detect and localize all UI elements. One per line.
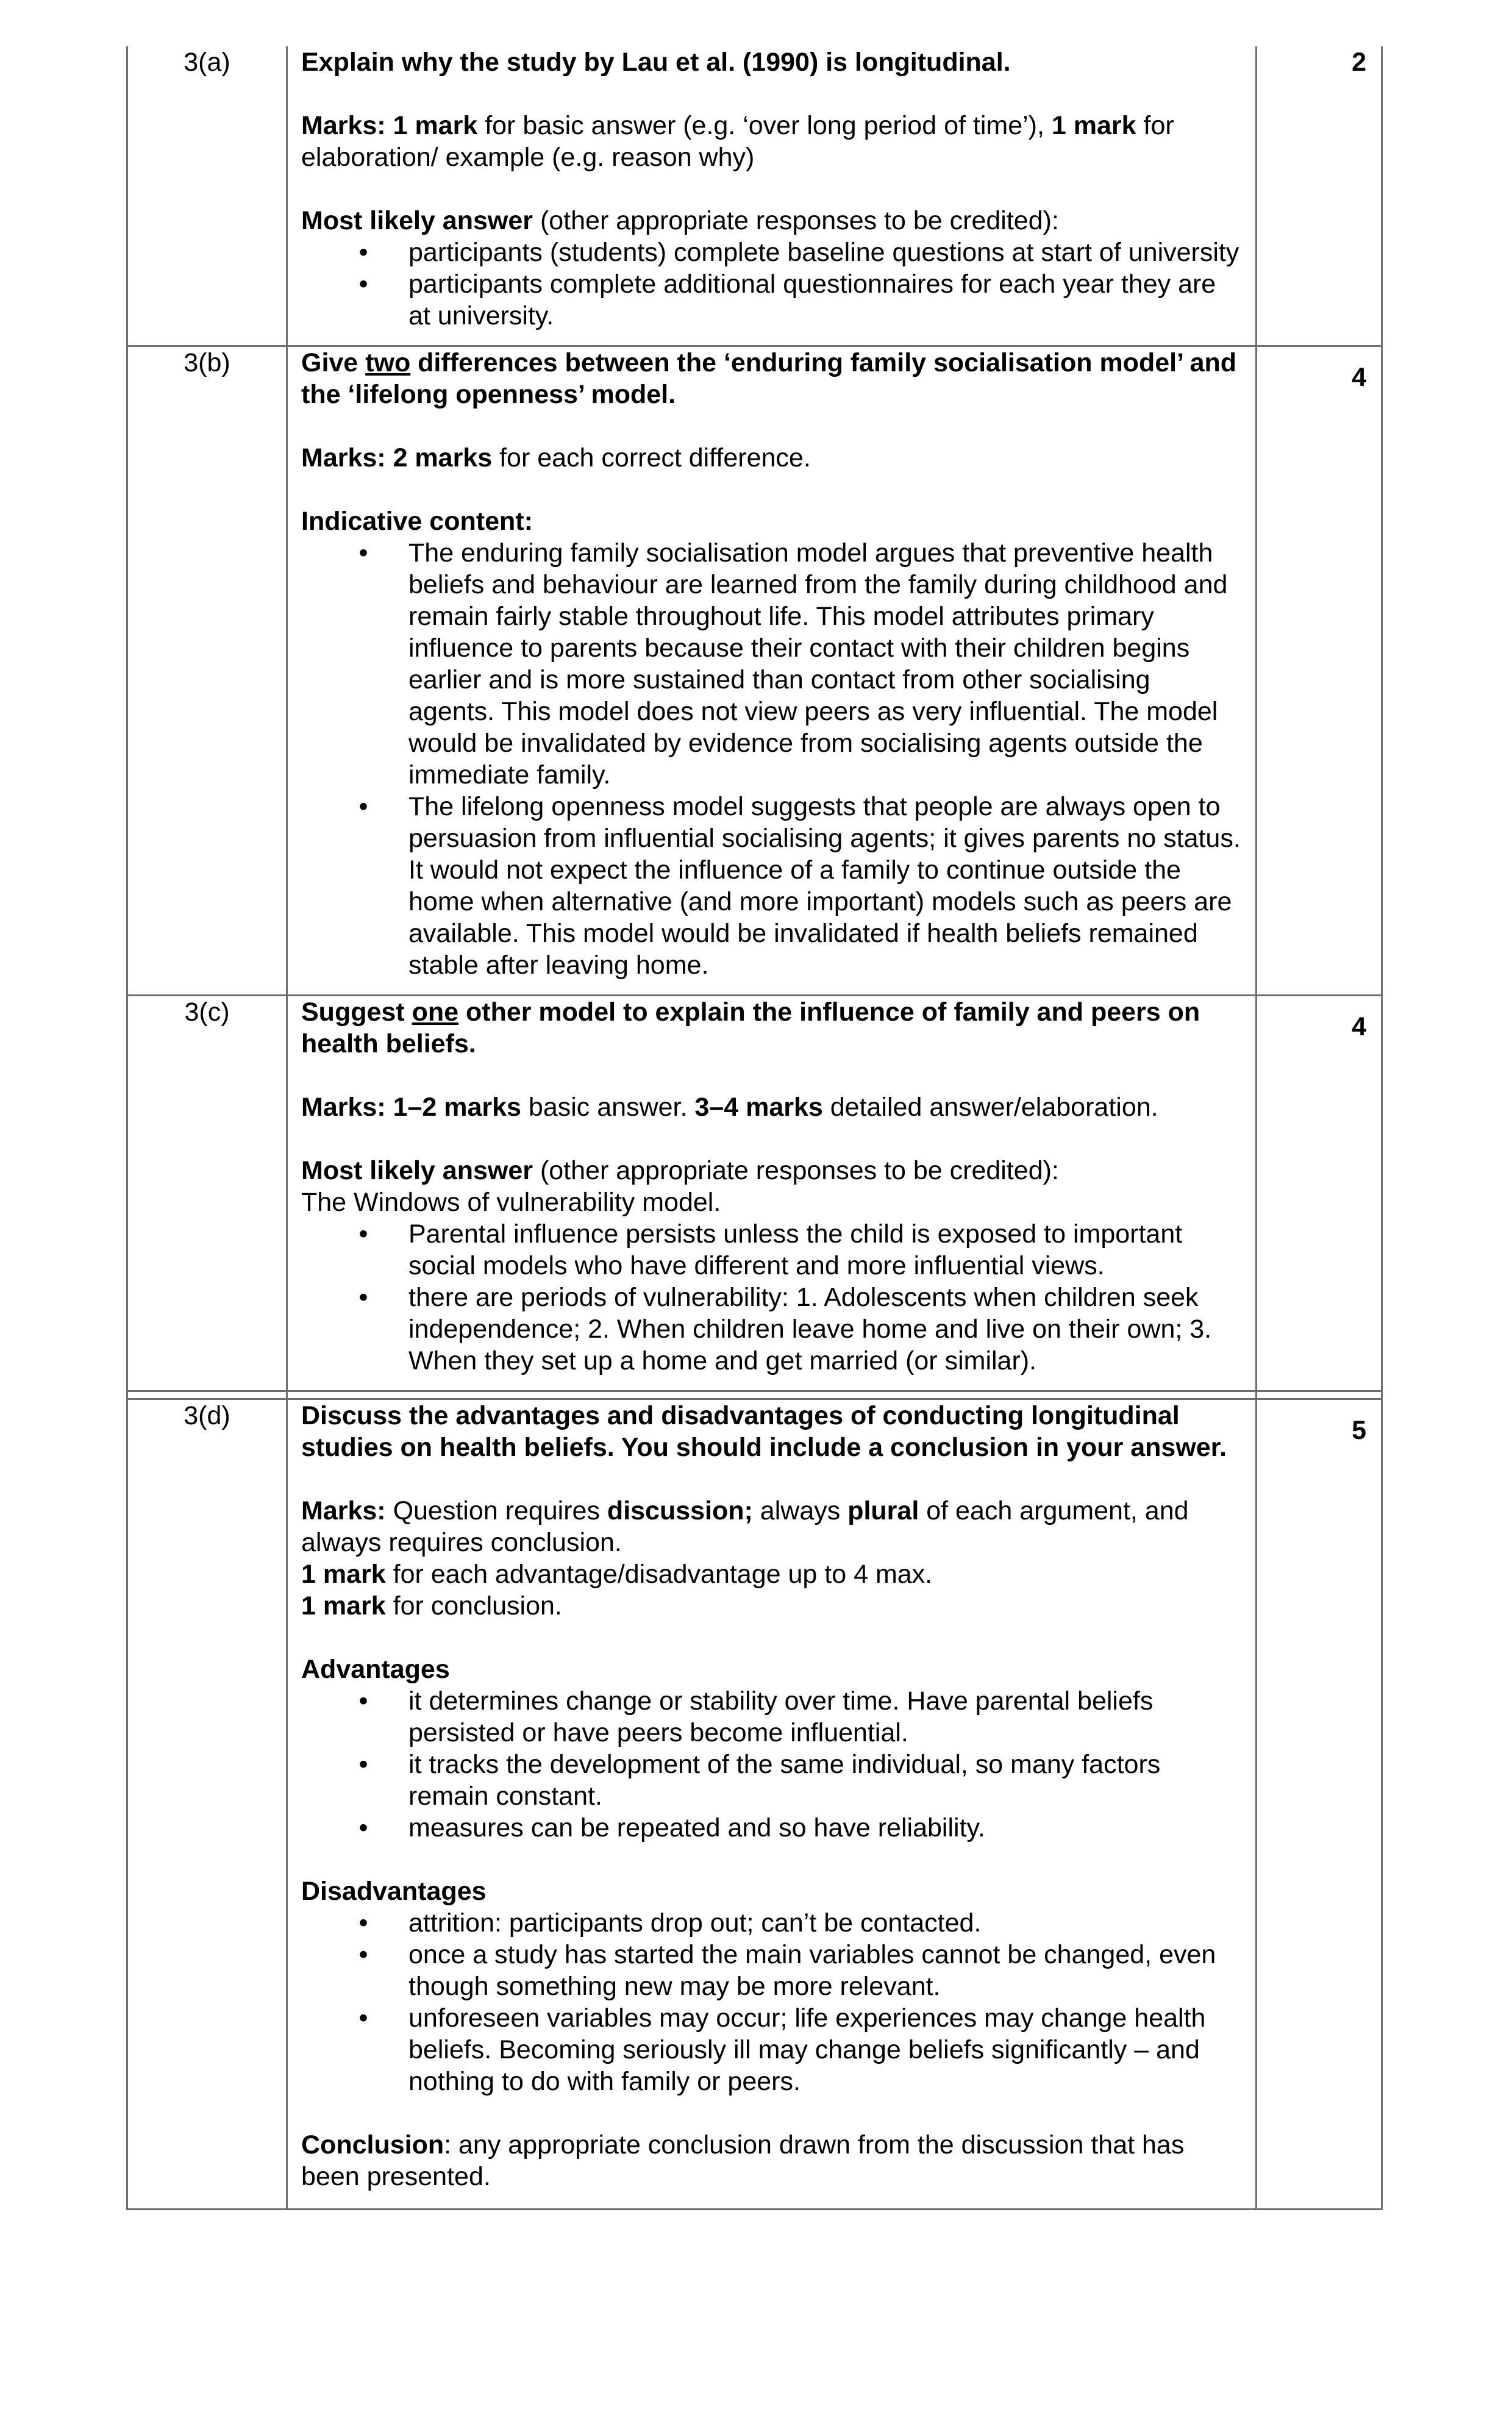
advantages-list	[301, 1685, 1242, 1844]
table-row	[127, 1399, 1382, 2210]
marks-cell	[1257, 1399, 1382, 2210]
answer-cell	[287, 1399, 1257, 2210]
table-row	[127, 996, 1382, 1391]
answer-cell	[287, 46, 1257, 346]
question-number: 3(c)	[184, 997, 230, 1027]
bullet-list	[301, 237, 1242, 332]
bullet-list	[301, 1218, 1242, 1377]
list-item: • it determines change or stability over time. Have parental beliefs persisted or have peers become influential.	[301, 1685, 1242, 1749]
list-item: • there are periods of vulnerability: 1. Adolescents when children seek independence; 2. When children leave home and live on their own; 3. When they set up a home and get married (or similar).	[301, 1282, 1242, 1377]
bullet-icon: •	[358, 2003, 368, 2033]
list-item: • participants (students) complete baseline questions at start of university	[301, 237, 1242, 268]
question-text: Suggest one other model to explain the influence of family and peers on health beliefs.	[301, 997, 1200, 1058]
question-number-cell	[127, 996, 287, 1391]
conclusion: Conclusion: any appropriate conclusion drawn from the discussion that has been presented.	[301, 2130, 1185, 2191]
marks-guidance: Marks: Question requires discussion; always plural of each argument, and always requires conclusion.	[301, 1496, 1189, 1557]
advantages-heading: Advantages	[301, 1655, 450, 1684]
bullet-icon: •	[358, 1219, 368, 1249]
table-row	[127, 346, 1382, 996]
question-text: Give two differences between the ‘enduring family socialisation model’ and the ‘lifelong openness’ model.	[301, 348, 1237, 409]
mark-rule: 1 mark for each advantage/disadvantage up to 4 max.	[301, 1560, 933, 1589]
bullet-icon: •	[358, 1750, 368, 1779]
bullet-icon: •	[358, 1686, 368, 1716]
model-name: The Windows of vulnerability model.	[301, 1188, 721, 1217]
list-item: • measures can be repeated and so have reliability.	[301, 1812, 1242, 1844]
list-item: • it tracks the development of the same individual, so many factors remain constant.	[301, 1749, 1242, 1812]
answer-heading: Indicative content:	[301, 507, 533, 536]
list-item: • The lifelong openness model suggests that people are always open to persuasion from influential socialising agents; it gives parents no status. It would not expect the influence of a family to continue outside the home when alternative (and more important) models such as peers are available. This model would be invalidated if health beliefs remained stable after leaving home.	[301, 791, 1242, 981]
question-number: 3(b)	[184, 348, 230, 377]
bullet-icon: •	[358, 238, 368, 267]
marks-cell	[1257, 46, 1382, 346]
row-divider	[127, 1391, 1382, 1399]
marks-guidance: Marks: 1 mark for basic answer (e.g. ‘over long period of time’), 1 mark for elaboration/ example (e.g. reason why)	[301, 111, 1174, 172]
marks-value: 5	[1352, 1416, 1366, 1445]
list-item: • unforeseen variables may occur; life experiences may change health beliefs. Becoming seriously ill may change beliefs significantly – and nothing to do with family or peers.	[301, 2002, 1242, 2097]
question-number: 3(a)	[184, 48, 230, 77]
bullet-icon: •	[358, 1940, 368, 1969]
mark-scheme-table	[126, 46, 1383, 2210]
bullet-icon: •	[358, 1813, 368, 1842]
list-item: • The enduring family socialisation model argues that preventive health beliefs and behaviour are learned from the family during childhood and remain fairly stable throughout life. This model attributes primary influence to parents because their contact with their children begins earlier and is more sustained than contact from other socialising agents. This model does not view peers as very influential. The model would be invalidated by evidence from socialising agents outside the immediate family.	[301, 537, 1242, 791]
answer-heading: Most likely answer (other appropriate responses to be credited):	[301, 206, 1059, 235]
question-text: Explain why the study by Lau et al. (1990) is longitudinal.	[301, 48, 1011, 77]
marks-value: 2	[1352, 48, 1366, 77]
answer-cell	[287, 996, 1257, 1391]
bullet-icon: •	[358, 792, 368, 821]
marks-cell	[1257, 346, 1382, 996]
answer-heading: Most likely answer (other appropriate responses to be credited):	[301, 1156, 1059, 1185]
list-item: • attrition: participants drop out; can’t be contacted.	[301, 1907, 1242, 1939]
list-item: • once a study has started the main variables cannot be changed, even though something new may be more relevant.	[301, 1939, 1242, 2002]
bullet-icon: •	[358, 1283, 368, 1312]
question-number-cell	[127, 346, 287, 996]
table-row	[127, 46, 1382, 346]
mark-rule: 1 mark for conclusion.	[301, 1591, 562, 1621]
disadvantages-list	[301, 1907, 1242, 2097]
marks-cell	[1257, 996, 1382, 1391]
bullet-icon: •	[358, 1908, 368, 1938]
marks-guidance: Marks: 1–2 marks basic answer. 3–4 marks detailed answer/elaboration.	[301, 1093, 1158, 1122]
marks-value: 4	[1352, 363, 1366, 392]
disadvantages-heading: Disadvantages	[301, 1877, 487, 1906]
bullet-icon: •	[358, 269, 368, 299]
bullet-list	[301, 537, 1242, 981]
marks-value: 4	[1352, 1012, 1366, 1041]
question-number: 3(d)	[184, 1401, 230, 1430]
question-number-cell	[127, 1399, 287, 2210]
question-number-cell	[127, 46, 287, 346]
answer-cell	[287, 346, 1257, 996]
marks-guidance: Marks: 2 marks for each correct difference.	[301, 443, 811, 473]
bullet-icon: •	[358, 538, 368, 568]
list-item: • Parental influence persists unless the child is exposed to important social models who have different and more influential views.	[301, 1218, 1242, 1282]
list-item: • participants complete additional questionnaires for each year they are at university.	[301, 268, 1242, 332]
question-text: Discuss the advantages and disadvantages of conducting longitudinal studies on health beliefs. You should include a conclusion in your answer.	[301, 1401, 1227, 1462]
